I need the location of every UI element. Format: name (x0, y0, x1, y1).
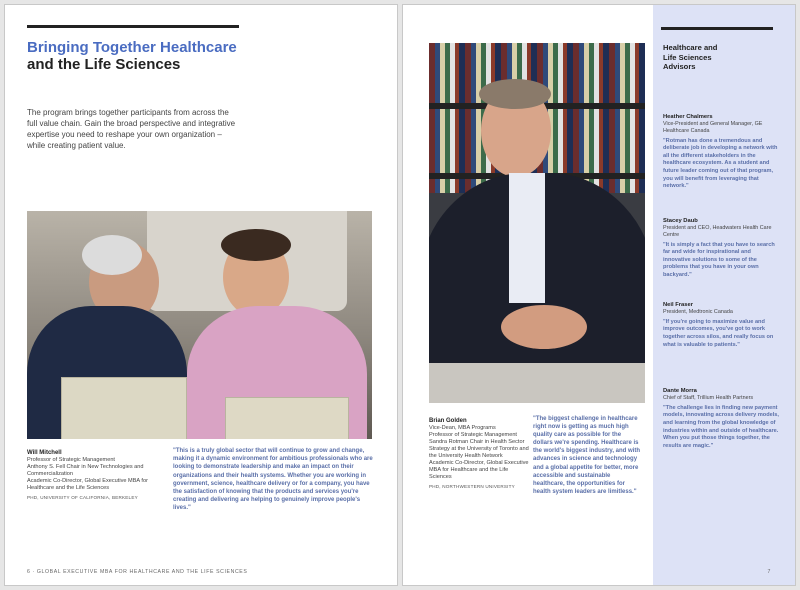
advisor-neil-fraser (663, 301, 779, 349)
title-line-1: Bringing Together Healthcare (27, 39, 237, 56)
quote-will-mitchell: "This is a truly global sector that will continue to grow and change, making it a dynamic environment for ambitious professionals who are looking to demonstrate leadership and make an impact on their organizations and their health systems. Whether you are working in government, science, healthcare delivery or for a company, you have the satisfaction of knowing that the products and services you're creating and delivering are helping to genuinely improve people's lives." (173, 448, 373, 512)
caption-degree: PHD, UNIVERSITY OF CALIFORNIA, BERKELEY (27, 495, 138, 500)
quote-brian-golden: "The biggest challenge in healthcare right now is getting as much high quality care as possible for the dollars we're spending. Healthcare is the world's biggest industry, and with advances in science and technology and a global appetite for better, more accessible and sustainable healthcare, the opportunities for health system leaders are limitless." (533, 416, 640, 495)
page-number: 7 (767, 569, 771, 575)
right-page (402, 4, 796, 586)
advisor-role: Vice-President and General Manager, GE Healthcare Canada (663, 121, 763, 134)
sidebar-title-line: Advisors (663, 62, 696, 72)
caption-line: Professor of Strategic Management (27, 457, 115, 463)
sidebar-title-line: Healthcare and (663, 43, 718, 52)
advisor-quote: "If you're going to maximize value and improve outcomes, you've got to work together across silos, and really focus on what is valuable to patients." (663, 318, 774, 348)
advisor-role: President, Medtronic Canada (663, 309, 733, 315)
advisor-role: Chief of Staff, Trillium Health Partners (663, 395, 754, 401)
caption-line: Vice-Dean, MBA Programs (429, 425, 496, 431)
caption-name: Brian Golden (429, 418, 467, 424)
page-footer: 6 · GLOBAL EXECUTIVE MBA FOR HEALTHCARE AND THE LIFE SCIENCES (27, 569, 248, 575)
advisor-name: Stacey Daub (663, 218, 698, 224)
man-hair-left (82, 235, 142, 275)
caption-line: Academic Co-Director, Global Executive MBA for Healthcare and the Life Sciences (27, 478, 148, 491)
left-page (4, 4, 398, 586)
caption-line: Anthony S. Fell Chair in New Technologies and Commercialization (27, 464, 144, 477)
couch (429, 363, 645, 403)
advisor-role: President and CEO, Headwaters Health Care Centre (663, 225, 772, 238)
sidebar-rule (661, 27, 773, 30)
man-shirt (509, 173, 545, 303)
laptop-left (61, 377, 187, 439)
man-hair (479, 79, 551, 109)
advisor-quote: "Rotman has done a tremendous and deliberate job in developing a network with all the different stakeholders in the healthcare ecosystem. As a student and future leader coming out of that program, you will benefit from leveraging that network." (663, 137, 778, 190)
caption-will-mitchell (27, 449, 157, 501)
caption-brian-golden (429, 417, 529, 490)
man-hands (501, 305, 587, 349)
sidebar-title (663, 43, 717, 72)
advisor-heather-chalmers (663, 113, 779, 191)
page-title (27, 39, 237, 73)
intro-paragraph: The program brings together participants from across the full value chain. Gain the broad perspective and integrative expertise you need to reshape your own organization – while creating patient value. (27, 108, 236, 150)
advisors-sidebar (653, 5, 796, 586)
man-hair-right (221, 229, 291, 261)
caption-name: Will Mitchell (27, 450, 62, 456)
faculty-photo (27, 211, 372, 439)
top-rule (27, 25, 239, 28)
caption-degree: PHD, NORTHWESTERN UNIVERSITY (429, 484, 515, 489)
caption-line: Professor of Strategic Management (429, 432, 517, 438)
advisor-name: Heather Chalmers (663, 114, 713, 120)
sidebar-title-line: Life Sciences (663, 52, 712, 62)
advisor-quote: "It is simply a fact that you have to search far and wide for inspirational and innovative solutions to some of the problems that you have in your own backyard." (663, 241, 775, 278)
advisor-name: Neil Fraser (663, 302, 693, 308)
brian-golden-photo (429, 43, 645, 403)
advisor-quote: "The challenge lies in finding new payment models, innovating across delivery models, and learning from the global knowledge of industries within and outside of healthcare. When you put those things together, the results are magic." (663, 404, 779, 449)
caption-line: Sandra Rotman Chair in Health Sector Strategy at the University of Toronto and the University Health Network (429, 439, 529, 459)
title-line-2: and the Life Sciences (27, 56, 181, 73)
caption-line: Academic Co-Director, Global Executive MBA for Healthcare and the Life Sciences (429, 460, 529, 480)
advisor-name: Dante Morra (663, 388, 697, 394)
advisor-stacey-daub (663, 217, 779, 280)
advisor-dante-morra (663, 387, 779, 450)
laptop-right (225, 397, 349, 439)
